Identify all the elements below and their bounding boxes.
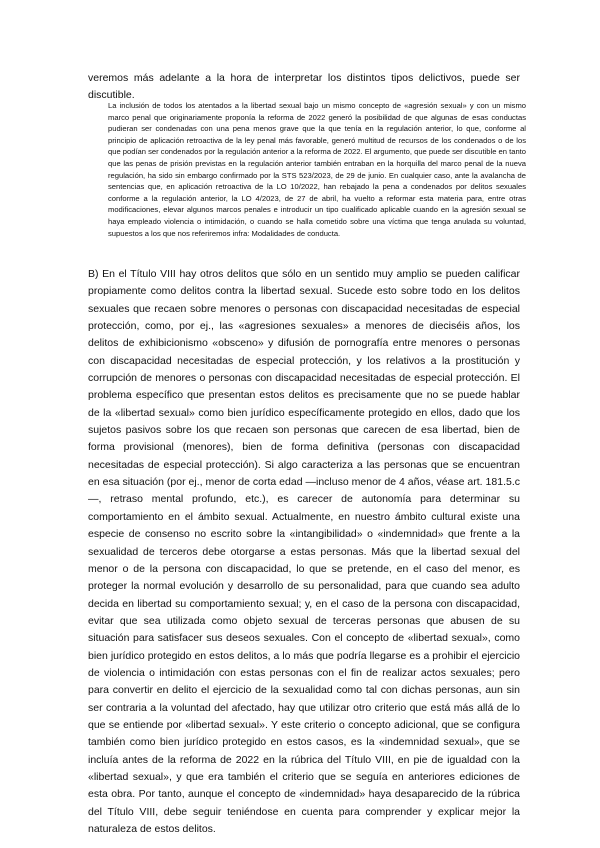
footnote-paragraph: La inclusión de todos los atentados a la libertad sexual bajo un mismo concepto de «agresión sexual» y con un mismo marco penal que originariamente proponía la reforma de 2022 generó la posibilidad de que algunas de esas conductas pudieran ser condenadas con una pena menos grave que la que tenía en la regulación anterior, lo que, conforme al principio de aplicación retroactiva de la ley penal más favorable, generó multitud de recursos de los condenados o de los que podían ser condenados por la regulación anterior a la reforma de 2022. El argumento, que puede ser discutible en tanto que las penas de prisión previstas en la regulación anterior también entraban en la horquilla del marco penal de la nueva regulación, ha sido sin embargo confirmado por la STS 523/2023, de 29 de junio. En cualquier caso, ante la avalancha de sentencias que, en aplicación retroactiva de la LO 10/2022, han rebajado la pena a condenados por delitos sexuales conforme a la regulación anterior, la LO 4/2023, de 27 de abril, ha vuelto a reformar esta materia para, entre otras modificaciones, elevar algunos marcos penales e introducir un tipo cualificado aplicable cuando en la agresión sexual se haya empleado violencia o intimidación, o cuando se halla cometido sobre una víctima que tenga anulada su voluntad, supuestos a los que nos referiremos infra: Modalidades de conducta. [108, 101, 526, 238]
intro-paragraph: veremos más adelante a la hora de interpretar los distintos tipos delictivos, puede ser discutible. [88, 72, 520, 101]
section-b-paragraph: B) En el Título VIII hay otros delitos que sólo en un sentido muy amplio se pueden calificar propiamente como delitos contra la libertad sexual. Sucede esto sobre todo en los delitos sexuales que recaen sobre menores o personas con discapacidad necesitadas de especial protección, como, por ej., las «agresiones sexuales» a menores de dieciséis años, los delitos de exhibicionismo «obsceno» y difusión de pornografía entre menores o personas con discapacidad necesitadas de especial protección, y los relativos a la prostitución y corrupción de menores o personas con discapacidad necesitadas de especial protección. El problema específico que presentan estos delitos es precisamente que no se puede hablar de la «libertad sexual» como bien jurídico específicamente protegido en ellos, dado que los sujetos pasivos sobre los que recaen son personas que carecen de esa libertad, bien de forma provisional (menores), bien de forma definitiva (personas con discapacidad necesitadas de especial protección). Si algo caracteriza a las personas que se encuentran en esa situación (por ej., menor de corta edad —incluso menor de 4 años, véase art. 181.5.c—, retraso mental profundo, etc.), es carecer de autonomía para determinar su comportamiento en el ámbito sexual. Actualmente, en nuestro ámbito cultural existe una especie de consenso no escrito sobre la «intangibilidad» o «indemnidad» que frente a la sexualidad de terceros debe otorgarse a estas personas. Más que la libertad sexual del menor o de la persona con discapacidad, lo que se pretende, en el caso del menor, es proteger la normal evolución y desarrollo de su personalidad, para que cuando sea adulto decida en libertad su comportamiento sexual; y, en el caso de la persona con discapacidad, evitar que sea utilizada como objeto sexual de terceras personas que abusen de su situación para satisfacer sus deseos sexuales. Con el concepto de «libertad sexual», como bien jurídico protegido en estos delitos, a lo más que podría llegarse es a prohibir el ejercicio de violencia o intimidación con estas personas con el fin de realizar actos sexuales; pero para convertir en delito el ejercicio de la sexualidad como tal con dichas personas, aun sin ser contraria a la voluntad del afectado, hay que utilizar otro criterio que está más allá de lo que se entiende por «libertad sexual». Y este criterio o concepto adicional, que se configura también como bien jurídico protegido en estos casos, es la «indemnidad sexual», que se incluía antes de la reforma de 2022 en la rúbrica del Título VIII, en pie de igualdad con la «libertad sexual», y que era también el criterio que se seguía en anteriores ediciones de esta obra. Por tanto, aunque el concepto de «indemnidad» haya desaparecido de la rúbrica del Título VIII, debe seguir teniéndose en cuenta para comprender y explicar mejor la naturaleza de estos delitos. [88, 268, 520, 835]
